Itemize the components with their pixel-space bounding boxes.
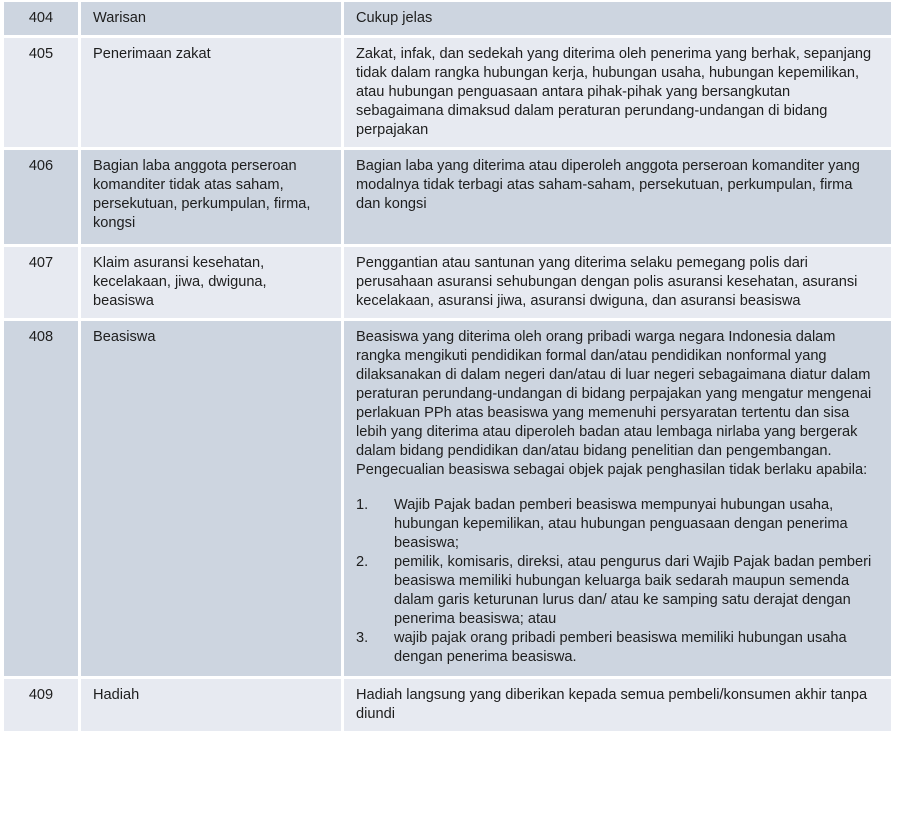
list-number: 1. <box>356 497 369 513</box>
list-text: pemilik, komisaris, direksi, atau pengurus dari Wajib Pajak badan pemberi beasiswa memiliki hubungan keluarga baik sedarah maupun semenda dalam garis keturunan lurus dan/ atau ke samping satu derajat dengan penerima beasiswa; atau <box>394 554 872 627</box>
list-number: 3. <box>356 630 369 646</box>
row-description: Cukup jelas <box>344 2 891 35</box>
row-code: 404 <box>4 2 78 35</box>
table-row <box>4 247 891 318</box>
list-text: wajib pajak orang pribadi pemberi beasiswa memiliki hubungan usaha dengan penerima beasiswa. <box>394 630 847 665</box>
exception-list <box>356 496 879 667</box>
row-description: Penggantian atau santunan yang diterima selaku pemegang polis dari perusahaan asuransi sehubungan dengan polis asuransi kesehatan, asuransi kecelakaan, asuransi jiwa, asuransi dwiguna, dan asuransi beasiswa <box>344 247 891 318</box>
row-code: 406 <box>4 150 78 244</box>
row-code: 405 <box>4 38 78 147</box>
income-exemption-table <box>1 0 894 734</box>
row-name: Klaim asuransi kesehatan, kecelakaan, jiwa, dwiguna, beasiswa <box>81 247 341 318</box>
row-description: Bagian laba yang diterima atau diperoleh anggota perseroan komanditer yang modalnya tidak terbagi atas saham-saham, persekutuan, perkumpulan, firma dan kongsi <box>344 150 891 244</box>
table-row <box>4 321 891 676</box>
table-row <box>4 38 891 147</box>
row-name: Warisan <box>81 2 341 35</box>
table-row <box>4 150 891 244</box>
list-item <box>356 629 879 667</box>
row-description-cell <box>344 321 891 676</box>
row-name: Beasiswa <box>81 321 341 676</box>
row-description: Zakat, infak, dan sedekah yang diterima oleh penerima yang berhak, sepanjang tidak dalam rangka hubungan kerja, hubungan usaha, hubungan kepemilikan, atau hubungan penguasaan antara pihak-pihak yang bersangkutan sebagaimana dimaksud dalam peraturan perundang-undangan di bidang perpajakan <box>344 38 891 147</box>
list-text: Wajib Pajak badan pemberi beasiswa mempunyai hubungan usaha, hubungan kepemilikan, atau hubungan penguasaan dengan penerima beasiswa; <box>394 497 848 551</box>
list-number: 2. <box>356 554 369 570</box>
row-name: Hadiah <box>81 679 341 731</box>
list-item <box>356 496 879 553</box>
row-description: Beasiswa yang diterima oleh orang pribadi warga negara Indonesia dalam rangka mengikuti pendidikan formal dan/atau pendidikan nonformal yang dilaksanakan di dalam negeri dan/atau di luar negeri sebagaimana diatur dalam peraturan perundang-undangan di bidang perpajakan yang mengatur mengenai perlakuan PPh atas beasiswa yang memenuhi persyaratan tertentu dan sisa lebih yang diterima atau diperoleh badan atau lembaga nirlaba yang bergerak dalam bidang pendidikan dan/atau bidang penelitian dan pengembangan. Pengecualian beasiswa sebagai objek pajak penghasilan tidak berlaku apabila: <box>356 329 872 478</box>
list-item <box>356 553 879 629</box>
row-name: Bagian laba anggota perseroan komanditer tidak atas saham, persekutuan, perkumpulan, firma, kongsi <box>81 150 341 244</box>
row-code: 408 <box>4 321 78 676</box>
row-name: Penerimaan zakat <box>81 38 341 147</box>
row-code: 407 <box>4 247 78 318</box>
row-code: 409 <box>4 679 78 731</box>
table-row <box>4 679 891 731</box>
row-description: Hadiah langsung yang diberikan kepada semua pembeli/konsumen akhir tanpa diundi <box>344 679 891 731</box>
table-row <box>4 2 891 35</box>
